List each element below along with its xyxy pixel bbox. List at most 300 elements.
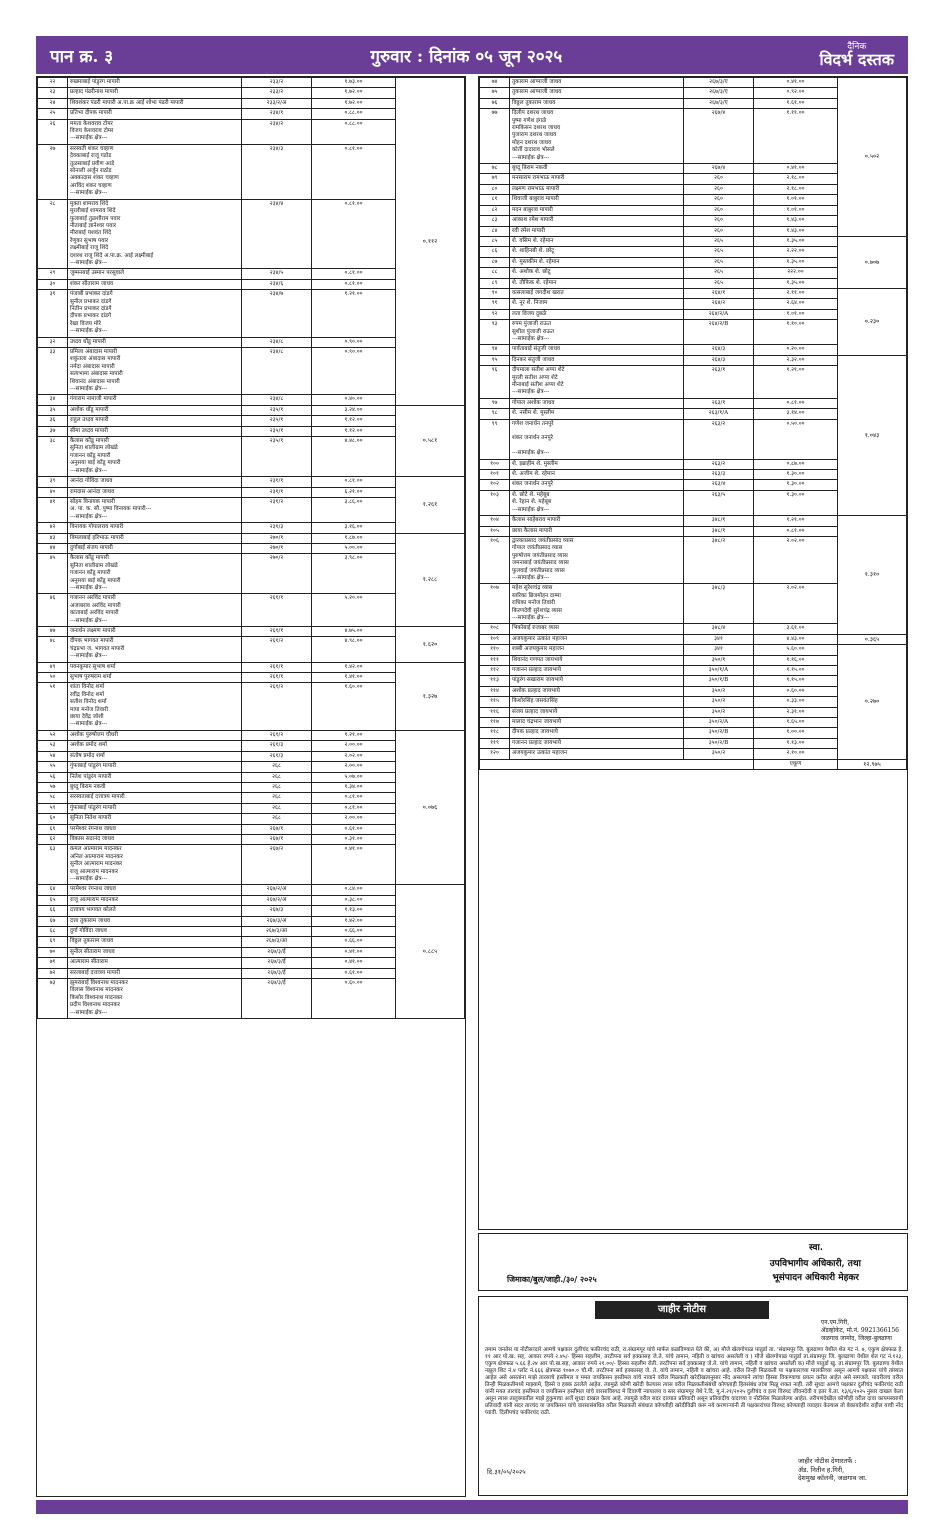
notice-body: तमाम जनतेस या नोटीसव्दारे आमचे पक्षकार दुलीचंद फकीरचंद राठी, रा.संग्रामपूर यांचे मार्फत कळविण्यात येते की, अ) मौजे खेलगोपाळ पातुर्डा ता. 'संग्रामपूर जि. बुलढाणा येथील शेत गट नं. ७, एकुण क्षेत्रफळ हे. ११ आर पो.ख. सह, आकार रुपये २.४५/- हिस्सा सहलीम, तरटीपना सर्व हक्कासह जे.ते. यांचे तामान, नहिती व खांचरा असलेली व ) मौजे खेलगोपाळ पातुर्डा ता.संग्रामपूर जि. बुलढाणा येथील शेत गट नं.१२३, एकुण क्षेत्रफळ ५.६६ हे.२४ आर पो.ख.सह, आकार रुपये २१.००/- हिस्सा सहलीम रोती. तरटीपना सर्व हक्कासह जे.ते. यांचे तामान, नहिती व खांचरा असलेली क) मौजे पातुर्डा खु. ता.संग्रामपूर जि. बुलढाणा येथील नझूल शिट नं.४ प्लॉट नं.६६६ क्षेत्रफळ १०७०.० चौ.मी. तरटीपना सर्व हक्कासह जे. ते. यांचे तामान, नहिती व खांचरा आहे. वरील तिन्ही मिळकती या पक्षकाराच्या मालकीच्या असून आमचे पक्षकार यांचे तांब्यात आहेत असे असतांना माझे तारसाचे हस्तीमल व ममत जयकिसन हस्तीमल यांचे नावाने वरील मिळकती खरेदीखतानुसार नोंद असल्याने त्यांचा हिस्सा विकण्याचा प्रयत्न करीत आहेत असे समजले. यावरीलच वरील तिन्ही मिळकतीमध्ये माझ्यामे, हिस्से व हक्क ठरलेले आहेत. त्यामुळे कोणी खरेदी केल्यास त्यास वरील मिळकतीसंबंधी कोणताही हितसंबंध तांत्रा मिळू शकत नाही. तरी सुध्दा आमचे पक्षकार दुलीचंद फकीरचंद राठी यांनी मयत तारचंद हस्तीमल व जयकिसन हस्तीमल यांचे वारसाविरुध्द मे दिवाणी न्यायालय व स्तर संग्रामपूर येथे रे.दि. मु.नं.२१/२०२५ दुलीचंद व इतर विरुध्द जीवनदेवी व इतर ये.ता. १३/६/२०२५ नुसार दाखल केला असून त्यास तालुक्यातील माझे हुकुमाचा अर्जे सुध्दा दाखल केला आहे. त्यामुळे वरील सदर दाव्यात प्रतिवादी असून प्रतिवादीच वादाच्या व नोटीसेस मिळालेल्या आहेत. तरीपणदेखील कोणीही वरील दावा कायमस्वरुपी प्रतिवादी यांनी सदर तारचंद या जयकिसन यांचे वारसासंबधित वरील मिळकती संबंधात कोणतीही खरेदीविक्री करू नये करणाऱ्यांनी ती पक्षकारांच्या विरुध्द कोणताही व्यवहार केल्यास तो बेकायदेशीर राहील याची नोंद घ्यावी. दिलीपचंद फकीरचंद राठी.	[485, 1347, 903, 1416]
owner-names	[68, 947, 242, 957]
owner-name: ---सामाईक क्षेत्र---	[70, 135, 108, 142]
total-value: १२.९७५	[838, 759, 907, 769]
owner-names	[68, 772, 242, 782]
land-area: १.२१.००	[754, 516, 838, 526]
serial-number: ५२	[38, 730, 68, 740]
owner-name: दत्ता तुकाराम जाधव	[70, 917, 111, 924]
newspaper-logo	[820, 43, 894, 68]
land-area: ०.९०.००	[312, 337, 396, 347]
survey-number: २३४/२	[242, 119, 312, 144]
owner-name: जमनाबाई जयंतीप्रसाद व्यास	[512, 560, 569, 567]
owner-name: झुमराबाई विश्वनाथ मादनकर	[70, 980, 128, 987]
survey-number: २६१/३	[242, 751, 312, 761]
land-area: १.४२.००	[312, 662, 396, 672]
owner-name: रुखमाबाई पांडुरंग मापारी	[70, 79, 120, 85]
survey-number: २६३/३	[684, 470, 754, 480]
owner-names	[510, 278, 684, 288]
survey-number: २६८	[242, 772, 312, 782]
land-area: ०.३८.००	[312, 895, 396, 905]
survey-number: २६७/३/ई	[242, 958, 312, 968]
acquired-area: ०.२३०	[838, 288, 907, 355]
survey-number: ३४८/१	[684, 516, 754, 526]
owner-names	[68, 793, 242, 803]
owner-name: परमेश्वर रंगनाथ जाधव	[70, 886, 116, 893]
owner-names	[510, 247, 684, 257]
owner-names	[68, 906, 242, 916]
owner-name: गुंफाबाई पांडुरंग मापारी	[70, 804, 117, 811]
acquired-area: १.३२७	[396, 662, 465, 730]
serial-number: ८५	[480, 236, 510, 246]
owner-name: भिकोबाई रुजाबर व्यास	[512, 625, 559, 632]
total-spacer	[480, 759, 754, 769]
signature-mark: स्वा.	[809, 1243, 823, 1253]
serial-number: ७१	[38, 958, 68, 968]
owner-name: ममता केशवराव टोमर	[70, 120, 113, 127]
survey-number: २६७/३/ई	[242, 968, 312, 978]
serial-number: ३५	[38, 405, 68, 415]
land-area: २.००.००	[312, 762, 396, 772]
serial-number: ६४	[38, 885, 68, 895]
table-row	[480, 645, 907, 655]
survey-number: २६३/१	[684, 398, 754, 408]
serial-number: ९०	[480, 288, 510, 298]
serial-number: ५६	[38, 772, 68, 782]
serial-number: ४३	[38, 533, 68, 543]
serial-number: ९२	[480, 309, 510, 319]
serial-number: ११३	[480, 676, 510, 686]
survey-number: २६३/५	[684, 490, 754, 515]
owner-name: दिलीप दशरथ जाधव	[512, 110, 554, 117]
survey-number: ३४८/२	[684, 536, 754, 583]
owner-name: गजानन कोंडू मापारी	[70, 452, 111, 459]
owner-names	[510, 686, 684, 696]
survey-number: २६७/३/ए	[684, 78, 754, 88]
owner-names	[510, 749, 684, 759]
survey-number: ३५०/२	[684, 707, 754, 717]
owner-names	[510, 88, 684, 98]
owner-names	[510, 645, 684, 655]
land-area: २.३१.००	[754, 707, 838, 717]
owner-names	[510, 409, 684, 419]
land-area: १.३५.००	[754, 257, 838, 267]
owner-names	[510, 676, 684, 686]
table-row	[480, 634, 907, 644]
owner-names	[68, 290, 242, 337]
survey-number: २६७/३/आ	[242, 937, 312, 947]
owner-name: कैलास कोंडू मापारी	[70, 555, 109, 562]
land-area: ०.४१.००	[312, 845, 396, 885]
owner-name: दीपक प्रभाकर दांडगे	[70, 313, 112, 320]
serial-number: ८१	[480, 195, 510, 205]
owner-names	[68, 803, 242, 813]
serial-number: २५	[38, 109, 68, 119]
owner-name: मोहन दशरथ जाधव	[512, 139, 552, 146]
owner-name: सरस्वती शंकर चव्हाण	[70, 145, 114, 152]
survey-number: २३४/१	[242, 109, 312, 119]
survey-number: ३५०/१/B	[684, 676, 754, 686]
land-area: ०.८८.००	[312, 119, 396, 144]
serial-number: ७७	[480, 109, 510, 164]
owner-names	[68, 269, 242, 279]
survey-number: २६७/३	[242, 906, 312, 916]
owner-names	[510, 536, 684, 583]
owner-name: ---सामाईक क्षेत्र---	[70, 259, 108, 266]
owner-names	[68, 730, 242, 740]
table-row	[38, 662, 465, 672]
owner-name: सुनील सीताराम जाधव	[70, 948, 115, 955]
land-area: ५.०७.००	[312, 772, 396, 782]
serial-number: २६	[38, 119, 68, 144]
survey-number: ३५०/१/A	[684, 666, 754, 676]
owner-names	[68, 119, 242, 144]
owner-names	[510, 226, 684, 236]
land-area: ०.३१.००	[312, 834, 396, 844]
land-area: ०.८१.००	[312, 269, 396, 279]
owner-name: विठ्ठल तुकाराम जाधव	[70, 938, 114, 945]
land-area: २.३२.००	[754, 355, 838, 365]
survey-number: २६४/३	[684, 355, 754, 365]
owner-name: गणेश जनार्धन तनपुरे	[512, 420, 554, 427]
survey-number: ३५०/१	[684, 655, 754, 665]
survey-number: ३५०/२	[684, 749, 754, 759]
serial-number: ३८	[38, 437, 68, 477]
owner-name: सरस्वताबाई दत्तात्रय मापारी	[70, 794, 125, 801]
owner-names	[68, 497, 242, 522]
owner-names	[68, 683, 242, 730]
serial-number: ३४	[38, 395, 68, 405]
owner-name: गोपाल अशोक जाधव	[512, 399, 555, 406]
survey-number: २६५	[684, 257, 754, 267]
owner-name: दत्तात्रय भागवत कोलते	[70, 907, 116, 914]
acquired-area: १.६२०	[396, 627, 465, 663]
survey-number: २६०	[684, 205, 754, 215]
owner-name: विकास सदानंद जाधव	[70, 835, 115, 842]
officer-office: भूसंपादन अधिकारी मेहकर	[772, 1273, 859, 1283]
owner-name: पुष्पा गणेश इंगळे	[512, 117, 547, 124]
land-area: ०.८१.००	[312, 199, 396, 269]
survey-number: २६७/३/ए	[684, 98, 754, 108]
serial-number: ३९	[38, 477, 68, 487]
land-area: १.१५.००	[754, 666, 838, 676]
serial-number: ४२	[38, 523, 68, 533]
survey-number: २६१/१	[242, 673, 312, 683]
owner-name: छाया देवेंद्र जोशी	[70, 714, 104, 721]
survey-number: २३४/८	[242, 395, 312, 405]
owner-names	[510, 584, 684, 624]
owner-name: अक्कादास शंकर चव्हाण	[70, 175, 119, 182]
land-area: १.०१.००	[754, 309, 838, 319]
land-area: २.०२.००	[754, 584, 838, 624]
owner-names	[68, 78, 242, 88]
owner-name: छाया कैलास मापारी	[512, 527, 553, 534]
land-area: २.१८.००	[754, 184, 838, 194]
serial-number: ४७	[38, 627, 68, 637]
owner-names	[510, 419, 684, 459]
owner-names	[68, 543, 242, 553]
serial-number: १०५	[480, 526, 510, 536]
owner-name: विलास विश्वनाथ मादनकर	[70, 987, 123, 994]
survey-number: ३५०/२/B	[684, 738, 754, 748]
serial-number: ६७	[38, 916, 68, 926]
owner-name: दुर्गाबाई संजय मापारी	[70, 544, 113, 551]
owner-name: चंद्रप्रभा ज. भागवत मापारी	[70, 645, 125, 652]
table-row	[480, 288, 907, 298]
serial-number: ४१	[38, 497, 68, 522]
serial-number: १००	[480, 459, 510, 469]
owner-names	[68, 814, 242, 824]
serial-number: २३	[38, 88, 68, 98]
serial-number: ६९	[38, 937, 68, 947]
owner-name: कैलास कोंडू मापारी	[70, 438, 109, 445]
owner-name: शे. छोटे शे. महेबूब	[512, 491, 550, 498]
land-area: १.११.००	[754, 109, 838, 164]
serial-number: १०७	[480, 584, 510, 624]
survey-number: २६४/२	[684, 299, 754, 309]
land-area: ०.४१.००	[754, 78, 838, 88]
table-row	[38, 78, 465, 88]
owner-name: ---सामाईक क्षेत्र---	[512, 389, 550, 396]
owner-names	[68, 199, 242, 269]
owner-name: पार्वताबाई संतुजी जाधव	[512, 346, 561, 353]
land-area: ०.४१.००	[312, 958, 396, 968]
serial-number: १०६	[480, 536, 510, 583]
owner-name: तुकाराम आप्पाजी जाधव	[512, 79, 562, 85]
serial-number: ५१	[38, 683, 68, 730]
owner-name: संजय प्रल्हाद जायभाये	[512, 708, 558, 715]
serial-number: १२०	[480, 749, 510, 759]
land-area: ३.६१.००	[754, 624, 838, 634]
land-area: ०.९२.००	[754, 88, 838, 98]
owner-names	[68, 834, 242, 844]
serial-number: ३७	[38, 426, 68, 436]
owner-name: ---सामाईक क्षेत्र---	[512, 335, 550, 342]
owner-name: दुर्गा गोविंदा जाधव	[70, 928, 107, 934]
owner-name: द्वारकाप्रसाद जयंतीप्रसाद व्यास	[512, 537, 574, 544]
serial-number: २४	[38, 98, 68, 108]
survey-number: २६७/१	[242, 834, 312, 844]
land-area: १.७२.००	[312, 98, 396, 108]
land-area: ०.८१.००	[312, 803, 396, 813]
survey-number: २६७/४	[684, 164, 754, 174]
serial-number: ११५	[480, 697, 510, 707]
owner-name: शे. इब्राहीम शे. मुस्लीम	[512, 460, 558, 467]
owner-name: कमल आत्माराम मादनकर	[70, 846, 122, 853]
owner-name: शे. अजीम शे. रहेमान	[512, 471, 555, 478]
serial-number: ५०	[38, 673, 68, 683]
table-row	[38, 533, 465, 543]
owner-name: वत्सलाबाई जगदीश खरात	[512, 289, 564, 296]
owner-name: आनंदा गोविंदा जाधव	[70, 478, 113, 485]
owner-name: शांता विनोद शर्मा	[70, 684, 105, 691]
owner-name: लक्ष्मण रामभाऊ मापारी	[512, 185, 560, 192]
land-table	[37, 77, 465, 1019]
owner-name: गजानन अरविंद मापारी	[70, 595, 116, 602]
serial-number: १०२	[480, 480, 510, 490]
serial-number: ८०	[480, 184, 510, 194]
owner-name: सारिका ब्रिजमोहन दाम्मा	[512, 592, 561, 599]
survey-number: २६७/२	[242, 845, 312, 885]
owner-names	[510, 205, 684, 215]
owner-names	[68, 487, 242, 497]
owner-name: देवकाबाई राजू गडोड	[70, 153, 112, 160]
land-area: १.०१.००	[754, 205, 838, 215]
owner-name: पवनकुमार सुभाष शर्मा	[70, 663, 116, 670]
serial-number: ४६	[38, 594, 68, 627]
owner-name: विमलाबाई हरिभाऊ मापारी	[70, 534, 124, 541]
owner-name: कोर्ती दादाराव भोसले	[512, 147, 555, 154]
owner-name: बुध्दू बिराम नकवी	[512, 165, 548, 172]
owner-name: लता विजय दुबळे	[512, 310, 547, 317]
owner-names	[510, 257, 684, 267]
acquired-area: १.२८८	[396, 533, 465, 626]
survey-number: २६४/३	[684, 345, 754, 355]
land-area: ५.६०.००	[754, 645, 838, 655]
owner-names	[510, 184, 684, 194]
issuer-label: जाहीर नोटीस देणारतर्फे :	[797, 1457, 857, 1465]
land-area: १.७२.००	[312, 88, 396, 98]
acquired-area: ०.११२	[396, 78, 465, 406]
public-notice	[478, 1296, 908, 1496]
owner-name: नीताबाई ज्ञानेश्वर पवार	[70, 222, 117, 229]
officer-title: उपविभागीय अधिकारी, तथा	[769, 1259, 861, 1269]
land-area: १.००.००	[754, 728, 838, 738]
owner-names	[68, 845, 242, 885]
survey-number: ३५०/२	[684, 686, 754, 696]
owner-name: महेश सुरेशचंद्र व्यास	[512, 585, 553, 592]
issuer-address: देशमुख कॉलनी, जळगाव जा.	[797, 1474, 867, 1482]
serial-number: ५५	[38, 762, 68, 772]
owner-name: दशरथ राजू शिंदे अ.पा.क्र. आई लक्ष्मीबाई	[70, 252, 154, 259]
serial-number: ३३	[38, 348, 68, 395]
owner-names	[68, 979, 242, 1019]
survey-number: २६३/२	[684, 459, 754, 469]
owner-names	[510, 366, 684, 399]
survey-number: २६५	[684, 278, 754, 288]
serial-number: ३६	[38, 416, 68, 426]
acquired-area: ०.५८१	[396, 405, 465, 476]
serial-number: ४८	[38, 637, 68, 662]
survey-number: २६७/३/अ	[242, 916, 312, 926]
owner-names	[510, 634, 684, 644]
owner-names	[510, 98, 684, 108]
owner-name: ---सामाईक क्षेत्र---	[70, 617, 108, 624]
owner-names	[68, 426, 242, 436]
survey-number: २६७/२/अ	[242, 895, 312, 905]
owner-name: राहुल उध्दव मापारी	[70, 417, 109, 424]
serial-number: ७३	[38, 979, 68, 1019]
serial-number: ९७	[480, 398, 510, 408]
land-area: १.०१.००	[754, 195, 838, 205]
owner-name: जनार्धन लक्ष्मण मापारी	[70, 628, 116, 634]
owner-name: शब्बी अजयकुमार महाजन	[512, 646, 565, 653]
land-area: ०.८१.००	[312, 477, 396, 487]
owner-name: प्रतिभा दीपक मापारी	[70, 110, 112, 117]
serial-number: ९४	[480, 345, 510, 355]
owner-name: मनसाराम रामभाऊ मापारी	[512, 175, 565, 182]
owner-name: ---सामाईक क्षेत्र---	[70, 513, 108, 520]
owner-name: अजाबराव अरविंद मापारी	[70, 602, 121, 609]
owner-name: अनुसया बाई कोंडू मापारी	[70, 460, 121, 467]
survey-number: २६८	[242, 803, 312, 813]
acquired-area: १.२६१	[396, 477, 465, 533]
survey-number: २६४/२/B	[684, 320, 754, 345]
survey-number: २६५	[684, 268, 754, 278]
serial-number: ३१	[38, 290, 68, 337]
owner-name: शे. मुस्तकीम शे. रहेमान	[512, 258, 560, 265]
owner-names	[68, 98, 242, 108]
serial-number: १०९	[480, 634, 510, 644]
owner-name: शे. नूर शे. निजाम	[512, 300, 548, 307]
owner-name: ---सामाईक क्षेत्र---	[512, 450, 550, 457]
survey-number: ३४८/१	[684, 526, 754, 536]
owner-name: राजू आत्माराम मादनकर	[70, 868, 119, 875]
owner-name: सुभाष पुरुषराम शर्मा	[70, 674, 112, 681]
serial-number: २२	[38, 78, 68, 88]
acquired-area: ०.३६५	[838, 634, 907, 644]
serial-number: ५४	[38, 751, 68, 761]
owner-name: पुरुषोत्तम जयंतीप्रसाद व्यास	[512, 552, 568, 559]
owner-name: मीनाबाई सतीश अप्पा शेटे	[512, 382, 564, 388]
owner-name: ---सामाईक क्षेत्र---	[70, 328, 108, 335]
land-area: ३.१४.००	[754, 409, 838, 419]
owner-name: रेखा विजय मोरे	[70, 320, 101, 327]
land-area: १.३०.००	[754, 490, 838, 515]
owner-name: मीराबाई यशवंत शिंदे	[70, 230, 112, 237]
owner-name: परमेश्वर रंगनाथ जाधव	[70, 825, 116, 832]
land-area: ०.४०.००	[312, 395, 396, 405]
survey-number: २३१/१	[242, 487, 312, 497]
owner-name: अनिल आत्माराम मादनकर	[70, 853, 123, 860]
land-area: २.२२.००	[754, 247, 838, 257]
owner-names	[68, 395, 242, 405]
serial-number: ४५	[38, 554, 68, 594]
survey-number: २३१/२	[242, 497, 312, 522]
owner-name: सोनाली अर्जुन राठोड	[70, 168, 112, 175]
survey-number: ३५०/२/B	[684, 728, 754, 738]
survey-number: २३५/१	[242, 437, 312, 477]
serial-number: ९३	[480, 320, 510, 345]
owner-names	[68, 937, 242, 947]
survey-number: २६८	[242, 782, 312, 792]
serial-number: ५९	[38, 803, 68, 813]
land-area: २.००.००	[312, 741, 396, 751]
owner-name: विजय केशवराव टोमर	[70, 128, 114, 135]
owner-name: प्रमिला अंबादास मापारी	[70, 349, 118, 355]
land-area: ०.५०.००	[754, 419, 838, 459]
owner-name: लक्ष्मीबाई राजू शिंदे	[70, 245, 109, 252]
land-area: १.४३.००	[754, 226, 838, 236]
owner-names	[68, 88, 242, 98]
land-area: ३.२४.००	[312, 405, 396, 415]
owner-name: मुरलीबाई शामराव शिंदे	[70, 208, 116, 215]
land-area: ३.१६.००	[312, 523, 396, 533]
issuer-name: ॲड. नितीन ह.गिरी,	[797, 1465, 845, 1474]
land-area: २.००.००	[312, 814, 396, 824]
survey-number: २३५/१	[242, 405, 312, 415]
owner-names	[510, 355, 684, 365]
owner-name: अशोक प्रमोद शर्मा	[70, 742, 107, 749]
owner-name: फुलाबाई तुळशीराम पवार	[70, 215, 121, 222]
serial-number: ११८	[480, 728, 510, 738]
owner-name: आकाश रमेश मापारी	[512, 217, 554, 224]
newspaper-daily-label: दैनिक	[847, 41, 867, 52]
owner-name: प्रदीप विश्वनाथ मादनकर	[70, 1002, 120, 1009]
serial-number: ९६	[480, 366, 510, 399]
survey-number: २६७/३/ई	[242, 947, 312, 957]
serial-number: ७५	[480, 88, 510, 98]
owner-name: पंजाबी प्रभाकर दांडगे	[70, 291, 113, 298]
owner-names	[68, 523, 242, 533]
